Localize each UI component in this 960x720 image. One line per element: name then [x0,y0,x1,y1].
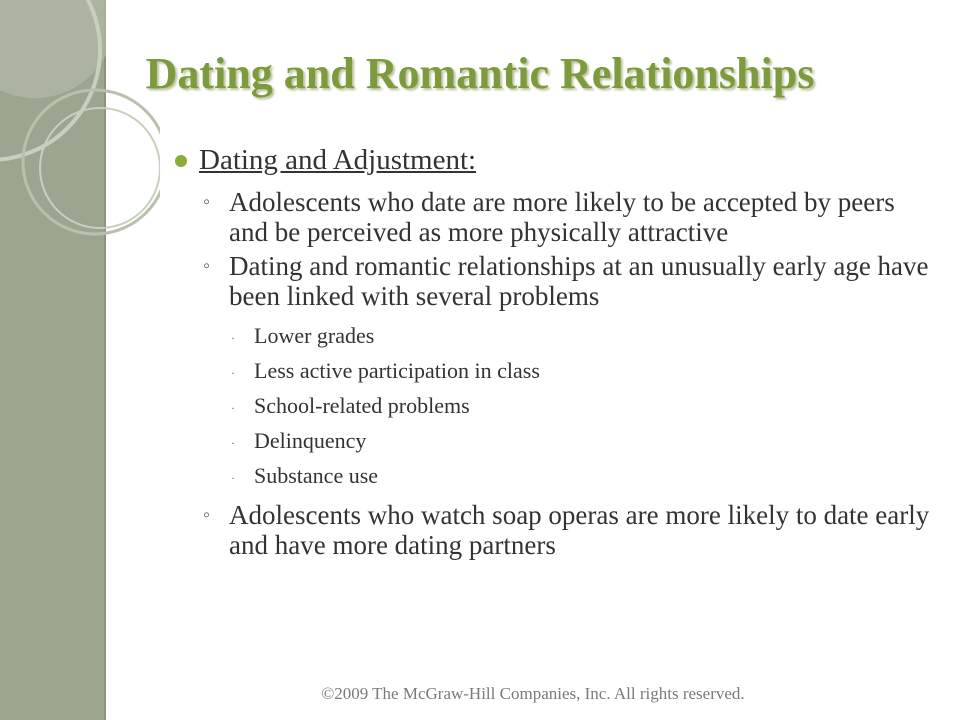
point-text: Adolescents who watch soap operas are more likely to date early and have more dating partners [229,500,930,560]
list-item [229,463,935,488]
small-dot-bullet-icon: · [231,436,235,450]
filled-circle-bullet-icon [175,155,187,167]
small-dot-bullet-icon: · [231,331,235,345]
small-dot-bullet-icon: · [231,471,235,485]
problem-text: Substance use [254,463,379,488]
problem-text: Delinquency [254,428,367,453]
list-item [229,428,935,453]
list-item [229,393,935,418]
problem-text: Less active participation in class [254,358,540,383]
copyright-footer: ©2009 The McGraw-Hill Companies, Inc. All rights reserved. [321,684,745,703]
slide-title: Dating and Romantic Relationships [145,49,815,98]
hollow-circle-bullet-icon: ◦ [203,255,211,277]
small-dot-bullet-icon: · [231,366,235,380]
hollow-circle-bullet-icon: ◦ [203,504,211,526]
point-text: Dating and romantic relationships at an unusually early age have been linked with several problems [229,251,929,311]
problem-text: School-related problems [254,393,470,418]
hollow-circle-bullet-icon: ◦ [203,191,211,213]
list-item [203,251,935,311]
point-text: Adolescents who date are more likely to be accepted by peers and be perceived as more physically attractive [229,187,895,247]
list-item [229,358,935,383]
slide-content [175,143,935,560]
problem-text: Lower grades [254,323,375,348]
small-dot-bullet-icon: · [231,401,235,415]
list-item [229,323,935,348]
list-item [203,500,935,560]
list-item [203,187,935,247]
decorative-circles [0,0,160,260]
heading-item [175,143,935,177]
heading-text: Dating and Adjustment: [199,144,477,176]
